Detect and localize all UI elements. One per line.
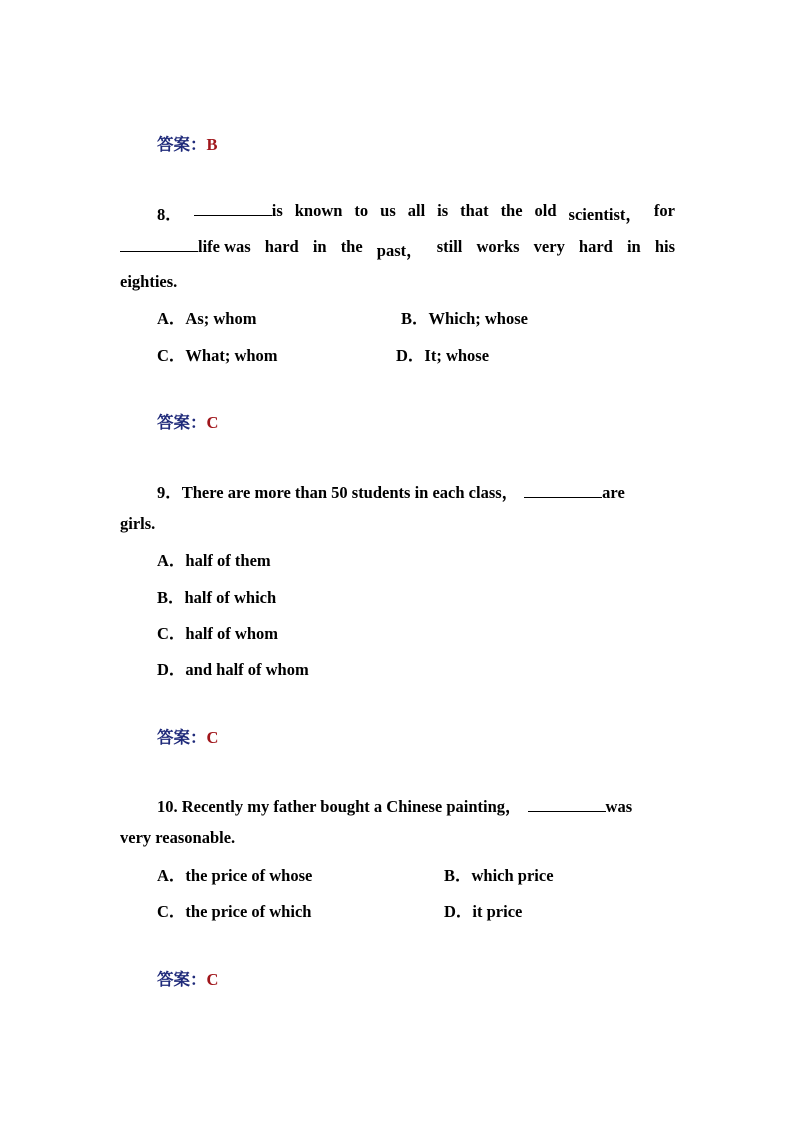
question-8-line-3: eighties. bbox=[120, 272, 178, 291]
option-b: B．Which; whose bbox=[401, 309, 528, 328]
blank bbox=[524, 483, 602, 498]
word: old bbox=[534, 201, 557, 220]
option-d: D．It; whose bbox=[396, 346, 490, 365]
word: in bbox=[312, 237, 327, 256]
answer-label: 答案： bbox=[157, 728, 207, 747]
word: the bbox=[500, 201, 523, 220]
question-stem: 9．There are more than 50 students in each class， bbox=[157, 483, 519, 502]
word: the bbox=[340, 237, 363, 256]
option-c: C．the price of which bbox=[157, 902, 312, 921]
option-a: A．As; whom bbox=[157, 309, 257, 328]
option-b: B．which price bbox=[444, 866, 554, 885]
answer-line bbox=[157, 966, 218, 990]
word: all bbox=[407, 201, 426, 220]
option-b: B．half of which bbox=[157, 588, 277, 607]
word: works bbox=[476, 237, 520, 256]
question-9-line-2: girls. bbox=[120, 514, 156, 533]
question-10-line-1 bbox=[157, 793, 632, 817]
blank: life was bbox=[120, 237, 251, 261]
question-stem: 10. Recently my father bought a Chinese painting， bbox=[157, 797, 522, 816]
word: was bbox=[605, 797, 633, 816]
word: hard bbox=[578, 237, 613, 256]
word: very bbox=[533, 237, 565, 256]
option-a: A．half of them bbox=[157, 551, 271, 570]
answer-line bbox=[157, 724, 218, 748]
answer-label: 答案： bbox=[157, 135, 207, 154]
blank bbox=[528, 797, 606, 812]
answer-value: C bbox=[206, 413, 219, 432]
word: his bbox=[654, 237, 675, 256]
word: known bbox=[294, 201, 343, 220]
word: that bbox=[460, 201, 489, 220]
answer-value: B bbox=[206, 135, 218, 154]
question-number: 8． bbox=[157, 205, 182, 224]
option-a: A．the price of whose bbox=[157, 866, 313, 885]
answer-line bbox=[157, 409, 218, 433]
answer-line bbox=[157, 131, 218, 155]
word: past， bbox=[376, 241, 423, 260]
blank: is bbox=[194, 201, 283, 225]
word: us bbox=[380, 201, 396, 220]
answer-value: C bbox=[206, 970, 219, 989]
answer-value: C bbox=[206, 728, 219, 747]
question-8-line-1 bbox=[157, 201, 675, 225]
answer-label: 答案： bbox=[157, 970, 207, 989]
word: to bbox=[354, 201, 369, 220]
question-10-line-2: very reasonable. bbox=[120, 828, 236, 847]
question-9-line-1 bbox=[157, 479, 625, 503]
word: in bbox=[626, 237, 641, 256]
word: still bbox=[436, 237, 463, 256]
word: is bbox=[437, 201, 449, 220]
word: for bbox=[653, 201, 675, 220]
option-d: D．it price bbox=[444, 902, 523, 921]
word: hard bbox=[264, 237, 299, 256]
option-d: D．and half of whom bbox=[157, 660, 309, 679]
option-c: C．half of whom bbox=[157, 624, 279, 643]
option-c: C．What; whom bbox=[157, 346, 278, 365]
answer-label: 答案： bbox=[157, 413, 207, 432]
word: are bbox=[602, 483, 625, 502]
question-8-line-2 bbox=[120, 237, 675, 261]
word: scientist， bbox=[568, 205, 642, 224]
